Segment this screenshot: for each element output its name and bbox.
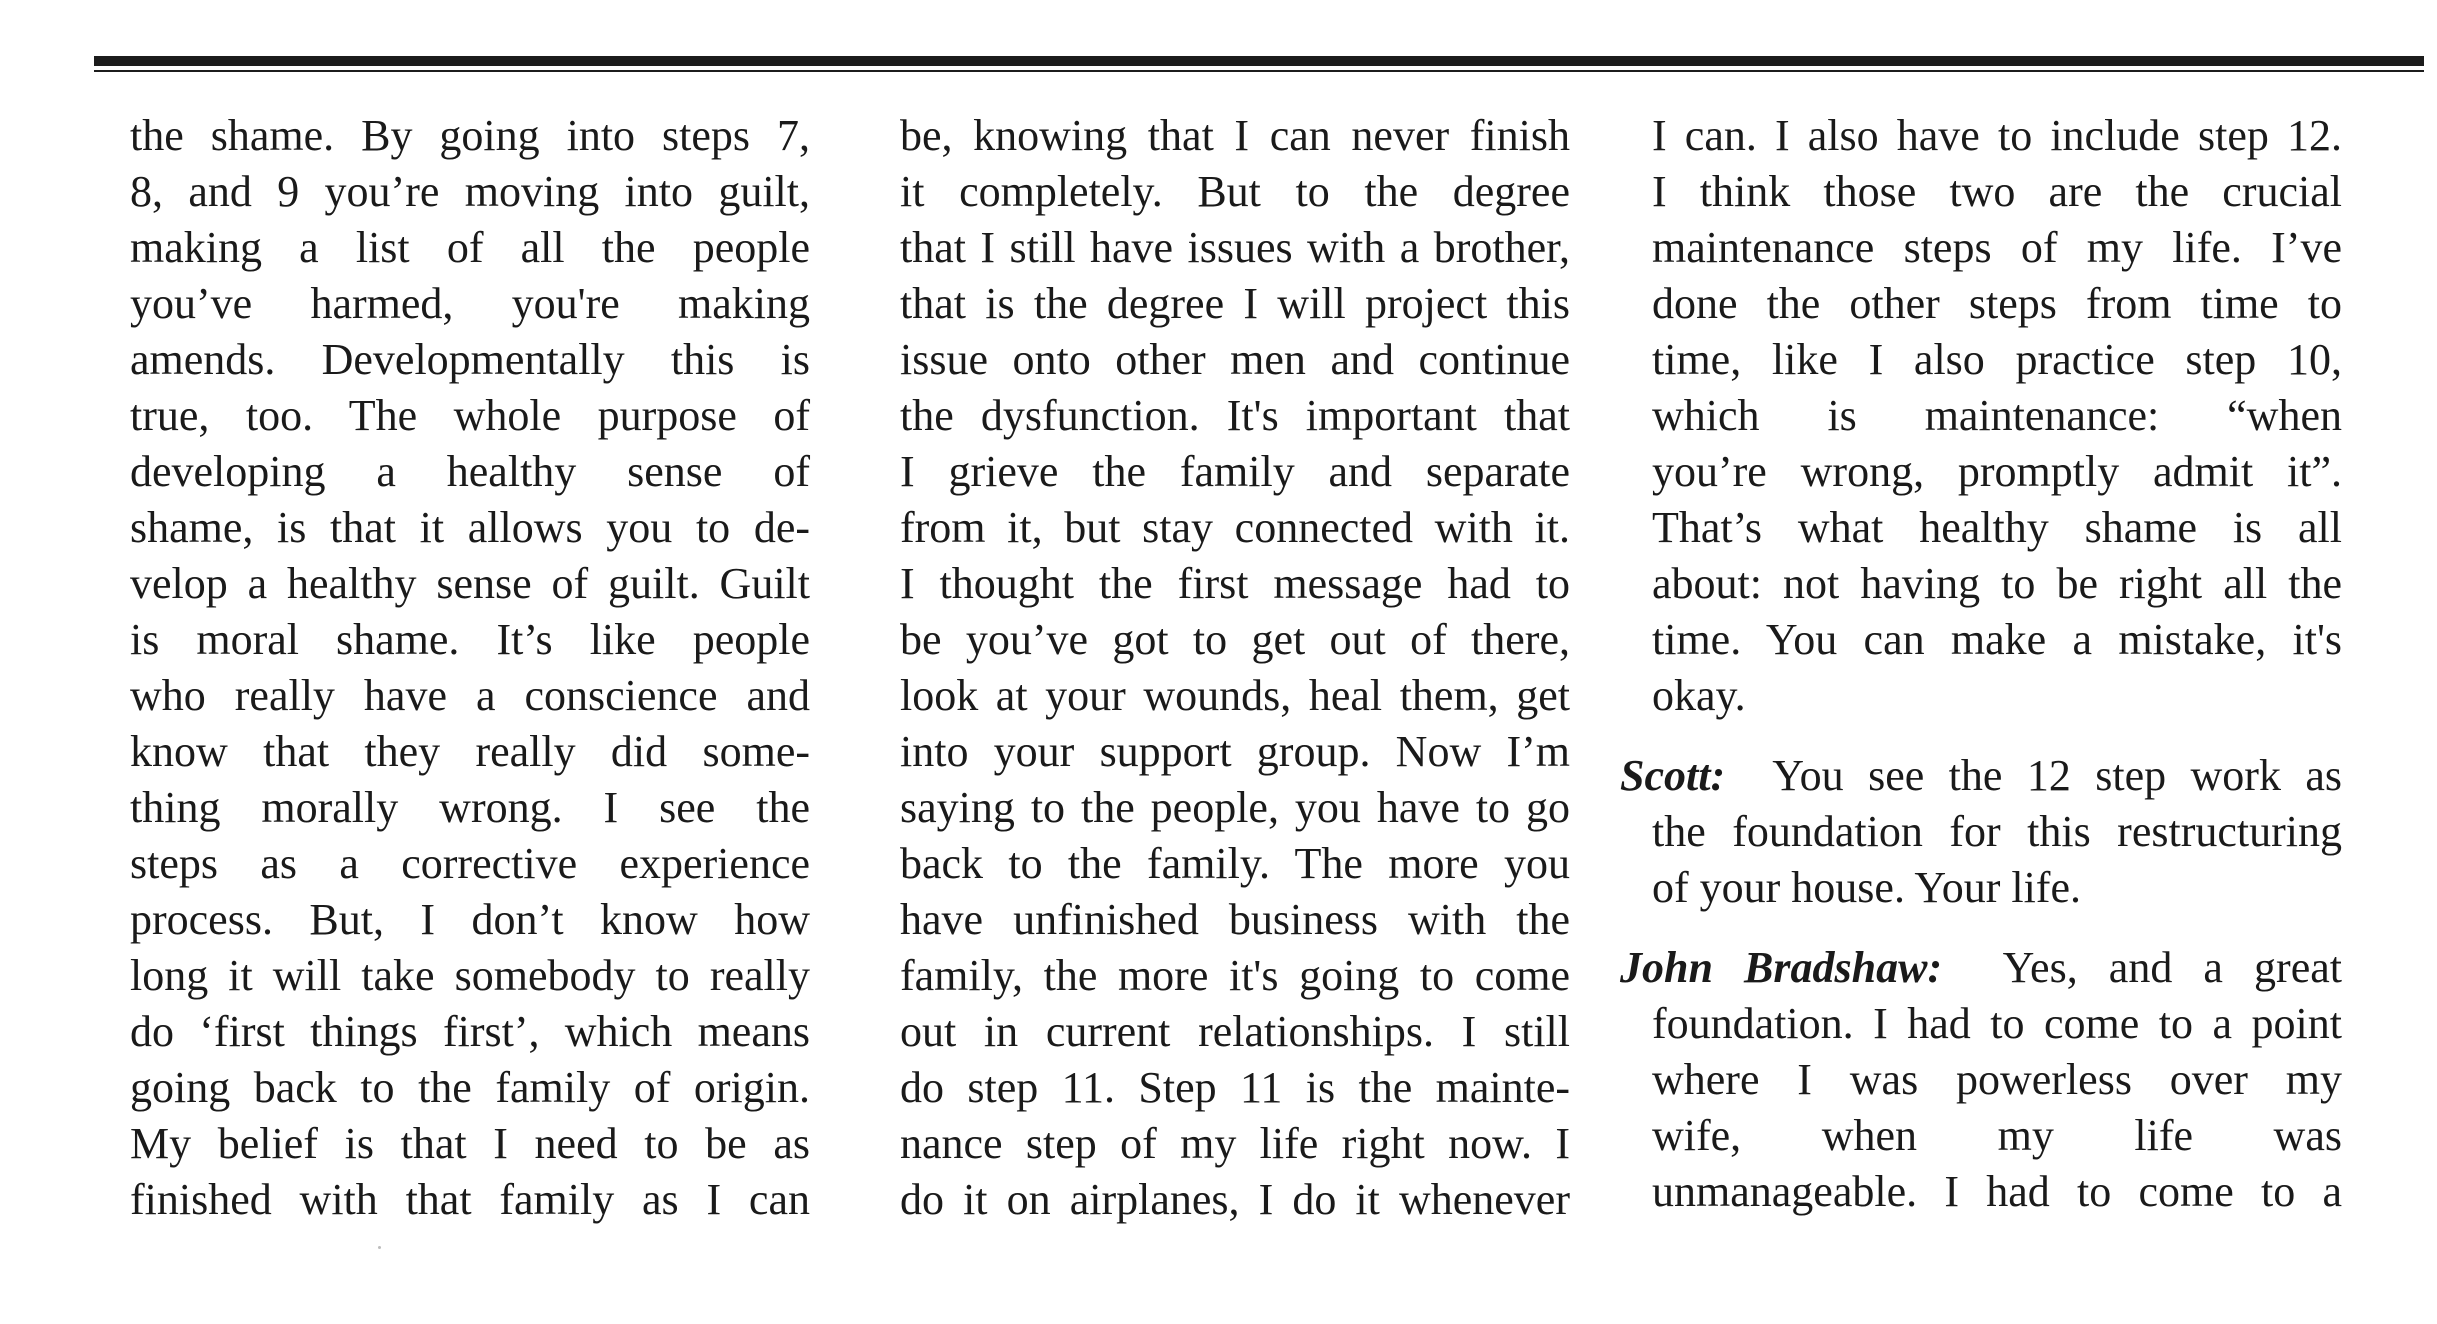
column-2-line: nance step of my life right now. I	[900, 1119, 1570, 1168]
column-3-line: which is maintenance: “when	[1652, 391, 2342, 440]
column-2-line: the dysfunction. It's important that	[900, 391, 1570, 440]
column-1-line: long it will take somebody to really	[130, 951, 810, 1000]
column-1-line: 8, and 9 you’re moving into guilt,	[130, 167, 810, 216]
speaker-name: John Bradshaw:	[1620, 943, 1943, 992]
column-2-line: back to the family. The more you	[900, 839, 1570, 888]
column-3-line: time. You can make a mistake, it's	[1652, 615, 2342, 664]
column-2-line: do step 11. Step 11 is the mainte-	[900, 1063, 1570, 1112]
exchange-line: foundation. I had to come to a point	[1652, 999, 2342, 1048]
column-3-line: I can. I also have to include step 12.	[1652, 111, 2342, 160]
column-3-line: about: not having to be right all the	[1652, 559, 2342, 608]
exchange-john-bradshaw	[1620, 940, 2342, 1220]
column-2-line: that I still have issues with a brother,	[900, 223, 1570, 272]
column-2-line: family, the more it's going to come	[900, 951, 1570, 1000]
column-2-line: issue onto other men and continue	[900, 335, 1570, 384]
column-2-line: it completely. But to the degree	[900, 167, 1570, 216]
column-1-line: finished with that family as I can	[130, 1175, 810, 1224]
column-1-line: shame, is that it allows you to de-	[130, 503, 810, 552]
column-1-line: developing a healthy sense of	[130, 447, 810, 496]
exchange-line: where I was powerless over my	[1652, 1055, 2342, 1104]
column-1-line: who really have a conscience and	[130, 671, 810, 720]
column-3-line: That’s what healthy shame is all	[1652, 503, 2342, 552]
column-3-line: time, like I also practice step 10,	[1652, 335, 2342, 384]
text-column-1	[130, 108, 810, 1228]
column-1-line: making a list of all the people	[130, 223, 810, 272]
column-1-line: true, too. The whole purpose of	[130, 391, 810, 440]
column-3-line: maintenance steps of my life. I’ve	[1652, 223, 2342, 272]
column-2-line: from it, but stay connected with it.	[900, 503, 1570, 552]
exchange-line: wife, when my life was	[1652, 1111, 2342, 1160]
column-1-line: do ‘first things first’, which means	[130, 1007, 810, 1056]
exchange-first-line	[1620, 940, 2342, 996]
column-3-line: done the other steps from time to	[1652, 279, 2342, 328]
column-2-line: look at your wounds, heal them, get	[900, 671, 1570, 720]
column-2-line: be, knowing that I can never finish	[900, 111, 1570, 160]
column-2-line: I grieve the family and separate	[900, 447, 1570, 496]
column-1-line: steps as a corrective experience	[130, 839, 810, 888]
column-2-line: be you’ve got to get out of there,	[900, 615, 1570, 664]
column-2-line: saying to the people, you have to go	[900, 783, 1570, 832]
text-column-3	[1620, 108, 2342, 1220]
exchange-text: You see the 12 step work as	[1772, 751, 2342, 800]
scan-speck	[378, 1246, 381, 1249]
exchange-text: Yes, and a great	[2002, 943, 2342, 992]
column-2-line: that is the degree I will project this	[900, 279, 1570, 328]
column-3-line: you’re wrong, promptly admit it”.	[1652, 447, 2342, 496]
column-2-line: I thought the first message had to	[900, 559, 1570, 608]
speaker-name: Scott:	[1620, 751, 1726, 800]
column-2-line: do it on airplanes, I do it whenever	[900, 1175, 1570, 1224]
header-rule-thin	[94, 70, 2424, 72]
column-1-line: velop a healthy sense of guilt. Guilt	[130, 559, 810, 608]
exchange-line: of your house. Your life.	[1652, 863, 2081, 912]
exchange-line: the foundation for this restructuring	[1652, 807, 2342, 856]
column-3-line: I think those two are the crucial	[1652, 167, 2342, 216]
exchange-line: unmanageable. I had to come to a	[1652, 1167, 2342, 1216]
column-2-line: into your support group. Now I’m	[900, 727, 1570, 776]
exchange-first-line	[1620, 748, 2342, 804]
column-1-line: process. But, I don’t know how	[130, 895, 810, 944]
column-1-line: going back to the family of origin.	[130, 1063, 810, 1112]
column-3-line: okay.	[1652, 671, 1746, 720]
column-1-line: amends. Developmentally this is	[130, 335, 810, 384]
column-1-line: know that they really did some-	[130, 727, 810, 776]
column-1-line: you’ve harmed, you're making	[130, 279, 810, 328]
header-rule-thick	[94, 56, 2424, 66]
column-1-line: thing morally wrong. I see the	[130, 783, 810, 832]
exchange-scott	[1620, 748, 2342, 916]
column-1-line: the shame. By going into steps 7,	[130, 111, 810, 160]
column-2-line: out in current relationships. I still	[900, 1007, 1570, 1056]
column-1-line: My belief is that I need to be as	[130, 1119, 810, 1168]
text-column-2	[900, 108, 1570, 1228]
column-2-line: have unfinished business with the	[900, 895, 1570, 944]
column-1-line: is moral shame. It’s like people	[130, 615, 810, 664]
